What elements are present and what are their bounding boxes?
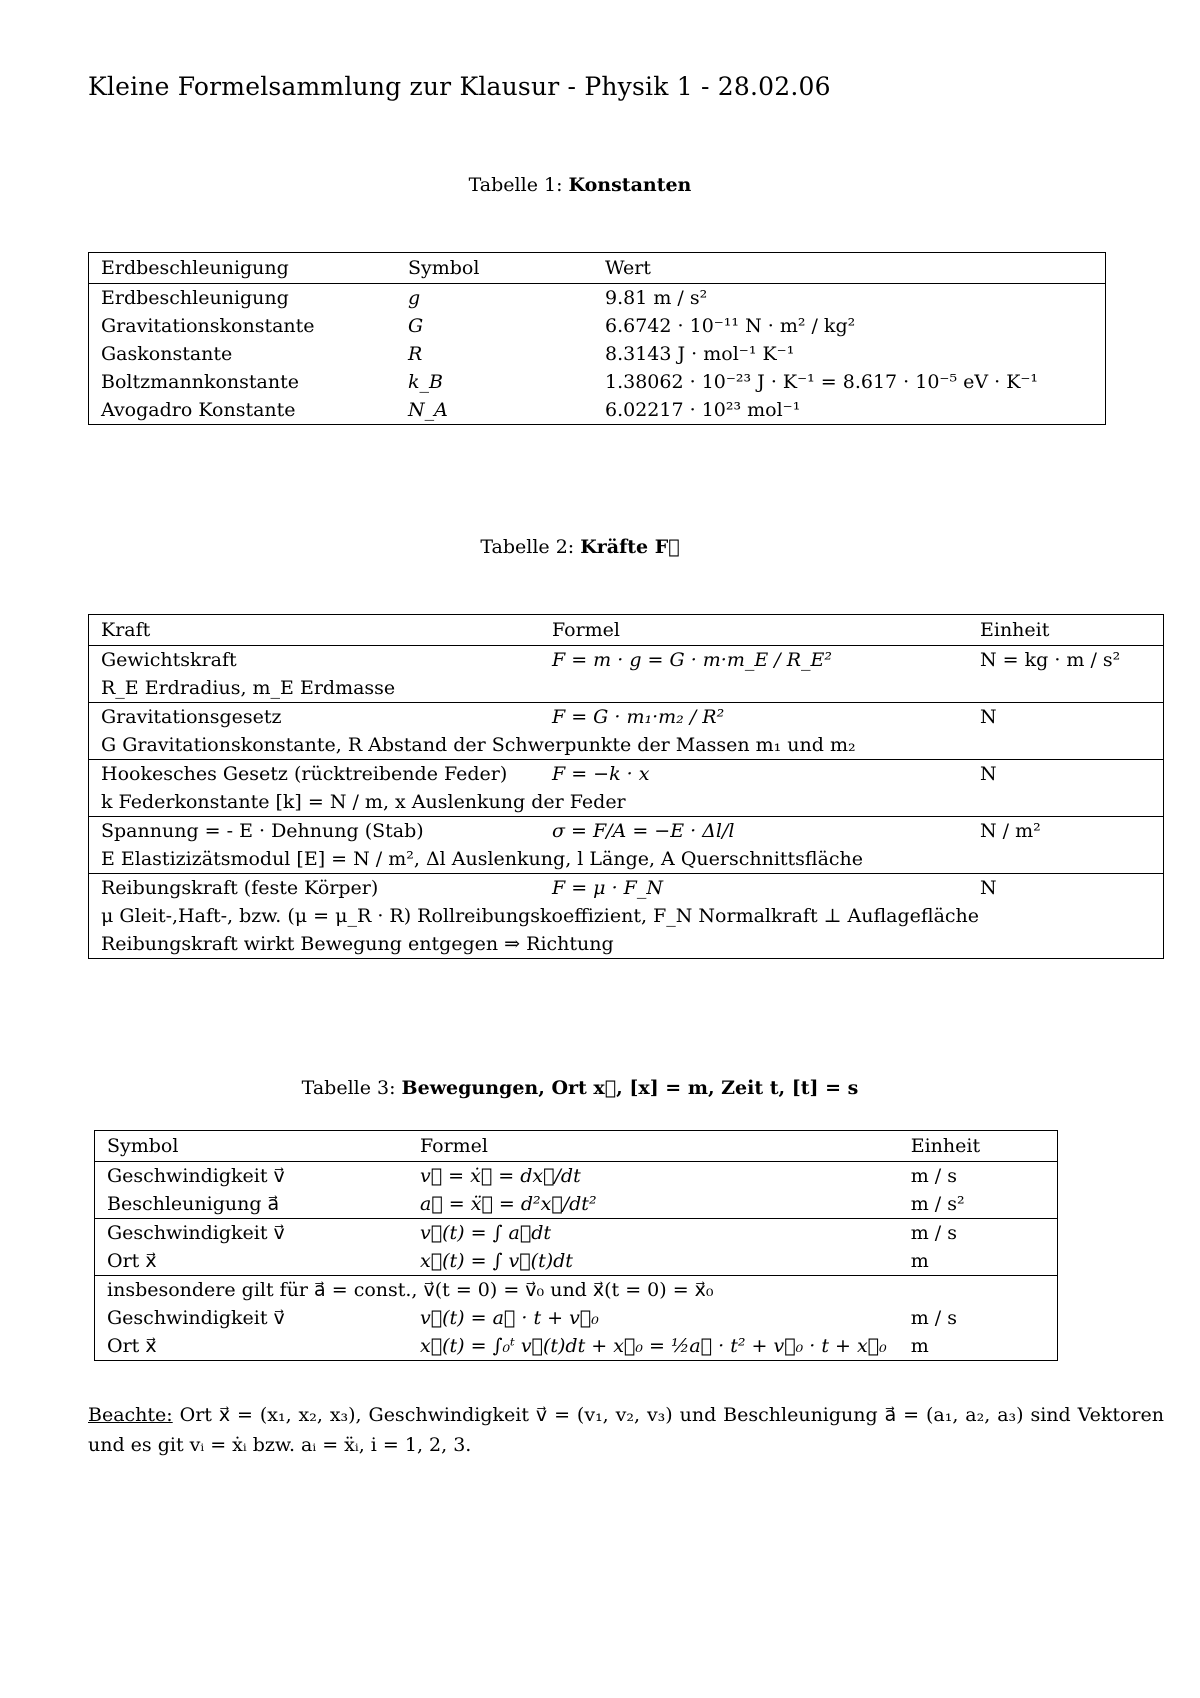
constant-value: 6.6742 · 10⁻¹¹ N · m² / kg² (605, 315, 856, 337)
force-note: Reibungskraft wirkt Bewegung entgegen ⇒ Richtung (101, 933, 614, 955)
table2-caption-title: Kräfte F⃗ (580, 536, 680, 558)
constant-value: 1.38062 · 10⁻²³ J · K⁻¹ = 8.617 · 10⁻⁵ eV · K⁻¹ (605, 371, 1039, 393)
note-text: Ort x⃗ = (x₁, x₂, x₃), Geschwindigkeit v⃗ = (v₁, v₂, v₃) und Beschleunigung a⃗ = (a₁, a₂, a₃) sind Vektoren und es git vᵢ = ẋᵢ bzw. aᵢ = ẍᵢ, i = 1, 2, 3. (88, 1404, 1164, 1456)
force-name: Gravitationsgesetz (89, 703, 541, 732)
force-note: μ Gleit-,Haft-, bzw. (μ = μ_R · R) Rollreibungskoeffizient, F_N Normalkraft ⊥ Auflagefläche (101, 905, 980, 927)
motion-symbol: Beschleunigung a⃗ (107, 1193, 280, 1215)
header-cell: Erdbeschleunigung (89, 253, 397, 284)
table-row (95, 1332, 1058, 1361)
table-note-row (89, 674, 1164, 703)
table-header-row (89, 615, 1164, 646)
force-formula: σ = F/A = −E · Δl/l (540, 817, 968, 846)
force-name: Gewichtskraft (101, 649, 237, 671)
table-row (89, 312, 1106, 340)
table-note-row (89, 845, 1164, 874)
force-unit: N (968, 760, 1164, 789)
constant-name: Gaskonstante (101, 343, 233, 365)
constant-value: 9.81 m / s² (605, 287, 708, 309)
constant-name: Erdbeschleunigung (101, 287, 289, 309)
table3-caption-title: Bewegungen, Ort x⃗, [x] = m, Zeit t, [t] = s (401, 1077, 859, 1099)
motion-condition: insbesondere gilt für a⃗ = const., v⃗(t = 0) = v⃗₀ und x⃗(t = 0) = x⃗₀ (95, 1276, 1058, 1305)
motion-symbol: Geschwindigkeit v⃗ (107, 1307, 285, 1329)
forces-table (88, 614, 1164, 959)
constant-value: 6.02217 · 10²³ mol⁻¹ (605, 399, 801, 421)
constant-name: Boltzmannkonstante (101, 371, 299, 393)
force-note: E Elastizizätsmodul [E] = N / m², Δl Auslenkung, l Länge, A Querschnittsfläche (101, 848, 864, 870)
table-row (89, 760, 1164, 789)
motion-formula: x⃗(t) = ∫ v⃗(t)dt (420, 1250, 573, 1272)
constant-symbol: g (408, 287, 421, 309)
table-row (95, 1304, 1058, 1332)
table-row (95, 1162, 1058, 1191)
table-row (89, 703, 1164, 732)
table-note-row (89, 731, 1164, 760)
motion-formula: v⃗(t) = ∫ a⃗dt (408, 1219, 899, 1248)
force-unit: N = kg · m / s² (980, 649, 1121, 671)
motion-symbol: Geschwindigkeit v⃗ (107, 1165, 285, 1187)
table-row (89, 874, 1164, 903)
table-row (95, 1247, 1058, 1276)
document-title: Kleine Formelsammlung zur Klausur - Physik 1 - 28.02.06 (88, 72, 831, 101)
note-paragraph (88, 1400, 1164, 1460)
header-cell: Einheit (899, 1131, 1058, 1162)
table-note-row (89, 902, 1164, 930)
header-cell: Wert (593, 253, 1106, 284)
motion-formula: v⃗ = ẋ⃗ = dx⃗/dt (420, 1165, 581, 1187)
motion-unit: m / s (910, 1165, 957, 1187)
table3-caption (0, 1077, 1160, 1099)
table-row (89, 368, 1106, 396)
force-note: R_E Erdradius, m_E Erdmasse (101, 677, 396, 699)
motion-formula: a⃗ = ẍ⃗ = d²x⃗/dt² (420, 1193, 597, 1215)
force-unit: N / m² (968, 817, 1164, 846)
table-row (89, 284, 1106, 313)
header-cell: Symbol (396, 253, 593, 284)
force-name: Spannung = - E · Dehnung (Stab) (89, 817, 541, 846)
force-formula: F = −k · x (540, 760, 968, 789)
table-row (89, 817, 1164, 846)
constant-symbol: R (408, 343, 423, 365)
constant-value: 8.3143 J · mol⁻¹ K⁻¹ (605, 343, 795, 365)
table-row (89, 646, 1164, 675)
table-condition-row (95, 1276, 1058, 1305)
note-label: Beachte: (88, 1404, 173, 1426)
table2-caption (0, 536, 1160, 558)
table-row (89, 340, 1106, 368)
force-formula: F = G · m₁·m₂ / R² (540, 703, 968, 732)
header-cell: Formel (408, 1131, 899, 1162)
header-cell: Formel (540, 615, 968, 646)
table1-caption-title: Konstanten (568, 174, 692, 196)
table-row (89, 396, 1106, 425)
motion-unit: m / s (910, 1307, 957, 1329)
motion-unit: m / s² (910, 1193, 965, 1215)
motion-unit: m (910, 1250, 929, 1272)
table-note-row (89, 930, 1164, 959)
table1-caption-prefix: Tabelle 1: (468, 174, 563, 196)
force-unit: N (968, 703, 1164, 732)
constant-symbol: G (408, 315, 424, 337)
header-cell: Kraft (89, 615, 541, 646)
table2-caption-prefix: Tabelle 2: (480, 536, 575, 558)
motion-symbol: Ort x⃗ (107, 1335, 157, 1357)
constant-name: Gravitationskonstante (101, 315, 315, 337)
constant-name: Avogadro Konstante (101, 399, 296, 421)
motion-symbol: Geschwindigkeit v⃗ (95, 1219, 409, 1248)
motion-symbol: Ort x⃗ (107, 1250, 157, 1272)
force-unit: N (968, 874, 1164, 903)
force-note: k Federkonstante [k] = N / m, x Auslenkung der Feder (101, 791, 626, 813)
motion-formula: x⃗(t) = ∫₀ᵗ v⃗(t)dt + x⃗₀ = ½a⃗ · t² + v⃗₀ · t + x⃗₀ (420, 1335, 887, 1357)
constant-symbol: k_B (408, 371, 443, 393)
motion-table (94, 1130, 1058, 1361)
header-cell: Symbol (95, 1131, 409, 1162)
force-name: Hookesches Gesetz (rücktreibende Feder) (89, 760, 541, 789)
motion-unit: m / s (899, 1219, 1058, 1248)
header-cell: Einheit (968, 615, 1164, 646)
motion-unit: m (910, 1335, 929, 1357)
constants-table (88, 252, 1106, 425)
force-name: Reibungskraft (feste Körper) (89, 874, 541, 903)
table1-caption (0, 174, 1160, 196)
table3-caption-prefix: Tabelle 3: (301, 1077, 396, 1099)
table-row (95, 1190, 1058, 1219)
force-formula: F = μ · F_N (540, 874, 968, 903)
force-formula: F = m · g = G · m·m_E / R_E² (552, 649, 832, 671)
constant-symbol: N_A (408, 399, 448, 421)
force-note: G Gravitationskonstante, R Abstand der Schwerpunkte der Massen m₁ und m₂ (101, 734, 856, 756)
table-row (95, 1219, 1058, 1248)
table-header-row (89, 253, 1106, 284)
table-note-row (89, 788, 1164, 817)
table-header-row (95, 1131, 1058, 1162)
motion-formula: v⃗(t) = a⃗ · t + v⃗₀ (420, 1307, 599, 1329)
